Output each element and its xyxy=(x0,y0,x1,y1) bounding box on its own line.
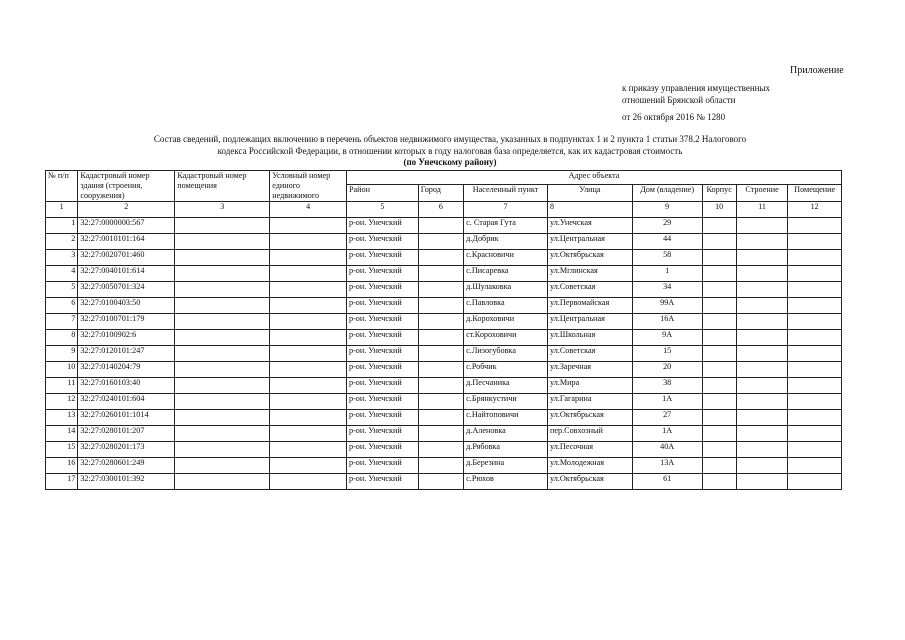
cell-house: 58 xyxy=(632,250,702,266)
cell-street: ул.Первомайская xyxy=(547,298,632,314)
cell-conditional-number xyxy=(270,442,347,458)
cell-num: 6 xyxy=(46,298,78,314)
cell-conditional-number xyxy=(270,378,347,394)
cell-city xyxy=(418,282,463,298)
cell-city xyxy=(418,394,463,410)
cell-premises xyxy=(788,426,842,442)
property-registry-table xyxy=(45,170,842,490)
cell-city xyxy=(418,250,463,266)
cell-premises xyxy=(788,394,842,410)
table-row xyxy=(46,298,842,314)
cell-house: 1А xyxy=(632,426,702,442)
cell-street: ул.Школьная xyxy=(547,330,632,346)
cell-num: 11 xyxy=(46,378,78,394)
cell-room-cadastral xyxy=(175,314,270,330)
cell-house: 1 xyxy=(632,266,702,282)
column-number: 6 xyxy=(418,202,463,218)
cell-num: 7 xyxy=(46,314,78,330)
cell-street: ул.Гагарина xyxy=(547,394,632,410)
table-row xyxy=(46,362,842,378)
cell-conditional-number xyxy=(270,362,347,378)
table-row xyxy=(46,458,842,474)
cell-premises xyxy=(788,410,842,426)
cell-block xyxy=(702,442,736,458)
cell-structure xyxy=(736,234,788,250)
cell-structure xyxy=(736,426,788,442)
cell-district: р-он. Унечский xyxy=(346,346,418,362)
cell-street: ул.Песочная xyxy=(547,442,632,458)
cell-structure xyxy=(736,394,788,410)
cell-conditional-number xyxy=(270,282,347,298)
table-row xyxy=(46,378,842,394)
cell-room-cadastral xyxy=(175,266,270,282)
cell-district: р-он. Унечский xyxy=(346,410,418,426)
header-num: № п/п xyxy=(46,171,78,202)
cell-district: р-он. Унечский xyxy=(346,298,418,314)
cell-block xyxy=(702,394,736,410)
cell-settlement: д.Рябовка xyxy=(464,442,548,458)
cell-room-cadastral xyxy=(175,474,270,490)
cell-settlement: с.Брянкустичи xyxy=(464,394,548,410)
cell-house: 61 xyxy=(632,474,702,490)
cell-num: 3 xyxy=(46,250,78,266)
cell-house: 44 xyxy=(632,234,702,250)
cell-room-cadastral xyxy=(175,234,270,250)
cell-house: 40А xyxy=(632,442,702,458)
cell-building-cadastral: 32:27:0260101:1014 xyxy=(78,410,175,426)
header-block: Корпус xyxy=(702,184,736,201)
registry-rows xyxy=(46,218,842,490)
cell-district: р-он. Унечский xyxy=(346,442,418,458)
cell-building-cadastral: 32:27:0010101:164 xyxy=(78,234,175,250)
cell-room-cadastral xyxy=(175,394,270,410)
cell-district: р-он. Унечский xyxy=(346,218,418,234)
cell-street: ул.Советская xyxy=(547,282,632,298)
cell-block xyxy=(702,346,736,362)
cell-room-cadastral xyxy=(175,282,270,298)
cell-conditional-number xyxy=(270,234,347,250)
cell-num: 17 xyxy=(46,474,78,490)
cell-conditional-number xyxy=(270,330,347,346)
cell-house: 27 xyxy=(632,410,702,426)
cell-city xyxy=(418,410,463,426)
column-number: 11 xyxy=(736,202,788,218)
cell-num: 2 xyxy=(46,234,78,250)
cell-block xyxy=(702,378,736,394)
cell-city xyxy=(418,458,463,474)
table-row xyxy=(46,474,842,490)
cell-structure xyxy=(736,266,788,282)
cell-num: 15 xyxy=(46,442,78,458)
cell-room-cadastral xyxy=(175,330,270,346)
cell-premises xyxy=(788,458,842,474)
header-conditional-number: Условный номер единого недвижимого xyxy=(270,171,347,202)
header-street: Улица xyxy=(547,184,632,201)
header-room-cadastral: Кадастровый номер помещения xyxy=(175,171,270,202)
cell-structure xyxy=(736,298,788,314)
cell-structure xyxy=(736,410,788,426)
table-row xyxy=(46,410,842,426)
cell-house: 1А xyxy=(632,394,702,410)
cell-block xyxy=(702,282,736,298)
cell-conditional-number xyxy=(270,474,347,490)
column-number: 4 xyxy=(270,202,347,218)
cell-settlement: д.Песчаника xyxy=(464,378,548,394)
cell-num: 8 xyxy=(46,330,78,346)
cell-block xyxy=(702,314,736,330)
cell-building-cadastral: 32:27:0280201:173 xyxy=(78,442,175,458)
cell-street: ул.Советская xyxy=(547,346,632,362)
cell-structure xyxy=(736,458,788,474)
cell-city xyxy=(418,218,463,234)
cell-settlement: с.Павловка xyxy=(464,298,548,314)
cell-room-cadastral xyxy=(175,458,270,474)
cell-settlement: с. Старая Гута xyxy=(464,218,548,234)
cell-num: 16 xyxy=(46,458,78,474)
caption-line-2: кодекса Российской Федерации, в отношении которых в году налоговая база определяется, как их кадастровая стоимость xyxy=(217,145,683,156)
column-number: 10 xyxy=(702,202,736,218)
order-date: от 26 октября 2016 № 1280 xyxy=(622,112,726,122)
cell-city xyxy=(418,298,463,314)
cell-city xyxy=(418,234,463,250)
cell-block xyxy=(702,218,736,234)
cell-conditional-number xyxy=(270,218,347,234)
cell-building-cadastral: 32:27:0100403:50 xyxy=(78,298,175,314)
cell-structure xyxy=(736,474,788,490)
cell-street: ул.Унечская xyxy=(547,218,632,234)
table-row xyxy=(46,330,842,346)
cell-settlement: с.Робчик xyxy=(464,362,548,378)
cell-house: 9А xyxy=(632,330,702,346)
cell-street: ул.Заречная xyxy=(547,362,632,378)
column-number: 9 xyxy=(632,202,702,218)
cell-num: 1 xyxy=(46,218,78,234)
cell-building-cadastral: 32:27:0000000:567 xyxy=(78,218,175,234)
header-address-group: Адрес объекта xyxy=(346,171,841,185)
cell-city xyxy=(418,426,463,442)
table-row xyxy=(46,282,842,298)
header-building-cadastral: Кадастровый номер здания (строения, сооружения) xyxy=(78,171,175,202)
caption-district: (по Унечскому району) xyxy=(403,157,497,167)
cell-structure xyxy=(736,378,788,394)
cell-district: р-он. Унечский xyxy=(346,394,418,410)
cell-settlement: с.Лизогубовка xyxy=(464,346,548,362)
cell-block xyxy=(702,410,736,426)
cell-street: ул.Октябрьская xyxy=(547,410,632,426)
order-reference-line-2: отношений Брянской области xyxy=(622,95,736,105)
cell-conditional-number xyxy=(270,458,347,474)
cell-structure xyxy=(736,282,788,298)
cell-street: ул.Октябрьская xyxy=(547,250,632,266)
cell-settlement: д.Шулаковка xyxy=(464,282,548,298)
cell-num: 14 xyxy=(46,426,78,442)
column-number: 12 xyxy=(788,202,842,218)
cell-structure xyxy=(736,362,788,378)
cell-room-cadastral xyxy=(175,218,270,234)
cell-street: ул.Центральная xyxy=(547,314,632,330)
cell-settlement: с.Найтоповичи xyxy=(464,410,548,426)
cell-district: р-он. Унечский xyxy=(346,282,418,298)
cell-block xyxy=(702,234,736,250)
cell-settlement: д.Короховичи xyxy=(464,314,548,330)
cell-house: 99А xyxy=(632,298,702,314)
cell-premises xyxy=(788,282,842,298)
cell-street: пер.Совхозный xyxy=(547,426,632,442)
cell-num: 13 xyxy=(46,410,78,426)
column-number: 1 xyxy=(46,202,78,218)
cell-conditional-number xyxy=(270,426,347,442)
cell-settlement: с.Красновичи xyxy=(464,250,548,266)
cell-settlement: с.Писаревка xyxy=(464,266,548,282)
cell-street: ул.Центральная xyxy=(547,234,632,250)
cell-room-cadastral xyxy=(175,442,270,458)
column-number-row xyxy=(46,202,842,218)
cell-room-cadastral xyxy=(175,378,270,394)
cell-conditional-number xyxy=(270,394,347,410)
cell-house: 34 xyxy=(632,282,702,298)
table-row xyxy=(46,442,842,458)
document-caption xyxy=(60,134,840,169)
cell-premises xyxy=(788,298,842,314)
cell-city xyxy=(418,330,463,346)
cell-street: ул.Молодежная xyxy=(547,458,632,474)
cell-city xyxy=(418,314,463,330)
cell-premises xyxy=(788,266,842,282)
header-city: Город xyxy=(418,184,463,201)
cell-settlement: д.Березина xyxy=(464,458,548,474)
cell-block xyxy=(702,474,736,490)
cell-building-cadastral: 32:27:0300101:392 xyxy=(78,474,175,490)
caption-line-1: Состав сведений, подлежащих включению в перечень объектов недвижимого имущества, указанных в подпунктах 1 и 2 пункта 1 статьи 378.2 Налогового xyxy=(153,134,747,144)
cell-settlement: ст.Короховичи xyxy=(464,330,548,346)
cell-city xyxy=(418,474,463,490)
cell-num: 9 xyxy=(46,346,78,362)
cell-room-cadastral xyxy=(175,250,270,266)
column-number: 8 xyxy=(547,202,632,218)
cell-district: р-он. Унечский xyxy=(346,362,418,378)
header-district: Район xyxy=(346,184,418,201)
cell-premises xyxy=(788,378,842,394)
cell-city xyxy=(418,346,463,362)
cell-street: ул.Октябрьская xyxy=(547,474,632,490)
cell-building-cadastral: 32:27:0140204:79 xyxy=(78,362,175,378)
cell-building-cadastral: 32:27:0160103:40 xyxy=(78,378,175,394)
cell-building-cadastral: 32:27:0120101:247 xyxy=(78,346,175,362)
cell-settlement: с.Рюхов xyxy=(464,474,548,490)
cell-settlement: д.Добрик xyxy=(464,234,548,250)
cell-block xyxy=(702,426,736,442)
table-row xyxy=(46,266,842,282)
cell-premises xyxy=(788,218,842,234)
cell-city xyxy=(418,442,463,458)
cell-premises xyxy=(788,474,842,490)
table-row xyxy=(46,346,842,362)
cell-room-cadastral xyxy=(175,298,270,314)
cell-conditional-number xyxy=(270,266,347,282)
table-row xyxy=(46,218,842,234)
cell-premises xyxy=(788,442,842,458)
cell-city xyxy=(418,266,463,282)
order-reference xyxy=(622,82,770,106)
cell-conditional-number xyxy=(270,298,347,314)
cell-district: р-он. Унечский xyxy=(346,426,418,442)
cell-block xyxy=(702,266,736,282)
cell-conditional-number xyxy=(270,250,347,266)
column-number: 5 xyxy=(346,202,418,218)
cell-city xyxy=(418,378,463,394)
table-row xyxy=(46,426,842,442)
cell-district: р-он. Унечский xyxy=(346,378,418,394)
header-premises: Помещение xyxy=(788,184,842,201)
cell-district: р-он. Унечский xyxy=(346,250,418,266)
cell-structure xyxy=(736,218,788,234)
cell-structure xyxy=(736,330,788,346)
cell-num: 12 xyxy=(46,394,78,410)
cell-room-cadastral xyxy=(175,426,270,442)
cell-settlement: д.Аленовка xyxy=(464,426,548,442)
cell-premises xyxy=(788,346,842,362)
cell-structure xyxy=(736,314,788,330)
cell-room-cadastral xyxy=(175,362,270,378)
cell-building-cadastral: 32:27:0280101:207 xyxy=(78,426,175,442)
table-row xyxy=(46,234,842,250)
cell-conditional-number xyxy=(270,410,347,426)
cell-house: 38 xyxy=(632,378,702,394)
cell-premises xyxy=(788,234,842,250)
cell-block xyxy=(702,362,736,378)
cell-structure xyxy=(736,442,788,458)
header-structure: Строение xyxy=(736,184,788,201)
cell-structure xyxy=(736,250,788,266)
cell-conditional-number xyxy=(270,314,347,330)
cell-conditional-number xyxy=(270,346,347,362)
column-number: 2 xyxy=(78,202,175,218)
cell-num: 10 xyxy=(46,362,78,378)
column-number: 7 xyxy=(464,202,548,218)
cell-district: р-он. Унечский xyxy=(346,458,418,474)
cell-building-cadastral: 32:27:0240101:604 xyxy=(78,394,175,410)
cell-block xyxy=(702,250,736,266)
cell-district: р-он. Унечский xyxy=(346,266,418,282)
cell-premises xyxy=(788,362,842,378)
cell-district: р-он. Унечский xyxy=(346,314,418,330)
cell-house: 29 xyxy=(632,218,702,234)
cell-num: 5 xyxy=(46,282,78,298)
cell-district: р-он. Унечский xyxy=(346,474,418,490)
header-house: Дом (владение) xyxy=(632,184,702,201)
cell-house: 15 xyxy=(632,346,702,362)
cell-num: 4 xyxy=(46,266,78,282)
order-reference-line-1: к приказу управления имущественных xyxy=(622,83,771,93)
cell-building-cadastral: 32:27:0100902:6 xyxy=(78,330,175,346)
cell-city xyxy=(418,362,463,378)
cell-block xyxy=(702,298,736,314)
column-number: 3 xyxy=(175,202,270,218)
cell-street: ул.Мглинская xyxy=(547,266,632,282)
cell-building-cadastral: 32:27:0020701:460 xyxy=(78,250,175,266)
cell-room-cadastral xyxy=(175,346,270,362)
cell-house: 16А xyxy=(632,314,702,330)
appendix-label: Приложение xyxy=(790,65,844,76)
cell-block xyxy=(702,458,736,474)
cell-building-cadastral: 32:27:0100701:179 xyxy=(78,314,175,330)
cell-premises xyxy=(788,250,842,266)
cell-building-cadastral: 32:27:0280601:249 xyxy=(78,458,175,474)
header-settlement: Населенный пункт xyxy=(464,184,548,201)
table-row xyxy=(46,314,842,330)
cell-building-cadastral: 32:27:0050701:324 xyxy=(78,282,175,298)
cell-room-cadastral xyxy=(175,410,270,426)
cell-premises xyxy=(788,314,842,330)
cell-building-cadastral: 32:27:0040101:614 xyxy=(78,266,175,282)
table-row xyxy=(46,394,842,410)
table-row xyxy=(46,250,842,266)
cell-street: ул.Мира xyxy=(547,378,632,394)
cell-district: р-он. Унечский xyxy=(346,234,418,250)
cell-block xyxy=(702,330,736,346)
cell-premises xyxy=(788,330,842,346)
cell-house: 13А xyxy=(632,458,702,474)
cell-structure xyxy=(736,346,788,362)
cell-district: р-он. Унечский xyxy=(346,330,418,346)
cell-house: 20 xyxy=(632,362,702,378)
